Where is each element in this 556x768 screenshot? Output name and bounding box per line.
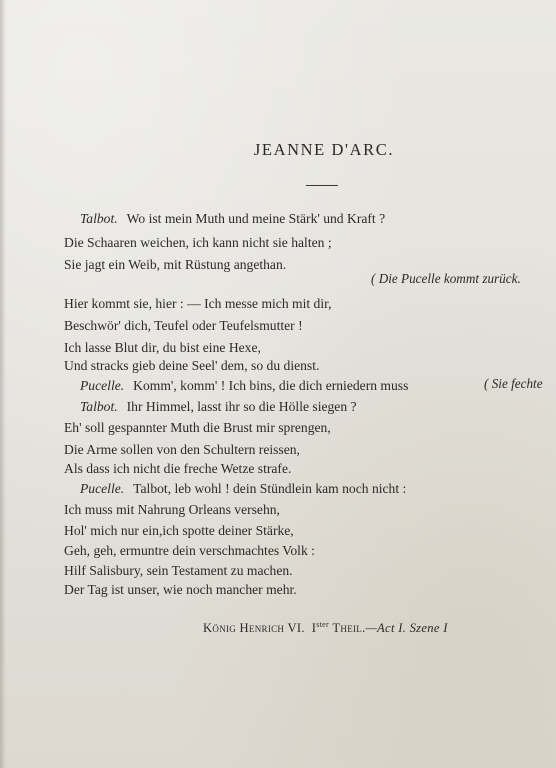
verse-line: Als dass ich nicht die freche Wetze strafe. [64, 461, 292, 476]
stage-direction: ( Die Pucelle kommt zurück. [371, 271, 521, 286]
verse-line: Die Arme sollen von den Schultern reissen, [64, 442, 300, 457]
work-title: König Henrich VI. [203, 621, 305, 635]
source-citation [203, 620, 448, 636]
verse-line: Ich lasse Blut dir, du bist eine Hexe, [64, 340, 261, 355]
verse-line: Beschwör' dich, Teufel oder Teufelsmutter ! [64, 318, 303, 333]
verse-line: Hol' mich nur ein,ich spotte deiner Stärke, [64, 523, 294, 538]
speaker-label: Pucelle. [80, 378, 125, 393]
verse-line: Hilf Salisbury, sein Testament zu machen. [64, 563, 293, 578]
verse-line: Geh, geh, ermuntre dein verschmachtes Volk : [64, 543, 315, 558]
verse-line [80, 481, 406, 497]
speaker-label: Pucelle. [80, 481, 125, 496]
verse-line [80, 399, 357, 415]
stage-direction: ( Sie fechte [484, 376, 543, 391]
paper-edge-shadow [0, 0, 6, 768]
verse-text: Komm', komm' ! Ich bins, die dich erniedern muss [133, 378, 409, 393]
part-suffix: ster [316, 620, 329, 629]
verse-line: Die Schaaren weichen, ich kann nicht sie halten ; [64, 235, 332, 250]
verse-line: Sie jagt ein Weib, mit Rüstung angethan. [64, 257, 287, 272]
verse-line [80, 378, 408, 394]
verse-line: Ich muss mit Nahrung Orleans versehn, [64, 502, 280, 517]
speaker-label: Talbot. [80, 211, 118, 226]
verse-text: Wo ist mein Muth und meine Stärk' und Kraft ? [126, 211, 386, 226]
verse-line: Eh' soll gespannter Muth die Brust mir sprengen, [64, 420, 331, 435]
speaker-label: Talbot. [80, 399, 118, 414]
part-ordinal: I [311, 621, 317, 635]
verse-line: Der Tag ist unser, wie noch mancher mehr. [64, 582, 297, 597]
verse-line [80, 211, 385, 227]
page-title: JEANNE D'ARC. [253, 140, 395, 159]
verse-text: Talbot, leb wohl ! dein Stündlein kam noch nicht : [133, 481, 407, 496]
part-word: Theil. [332, 621, 366, 635]
verse-line: Hier kommt sie, hier : — Ich messe mich mit dir, [64, 296, 332, 311]
verse-text: Ihr Himmel, lasst ihr so die Hölle siegen ? [126, 399, 357, 414]
act-scene: —Act I. Szene I [365, 621, 448, 635]
title-rule [306, 185, 338, 186]
verse-line: Und stracks gieb deine Seel' dem, so du dienst. [64, 358, 320, 373]
